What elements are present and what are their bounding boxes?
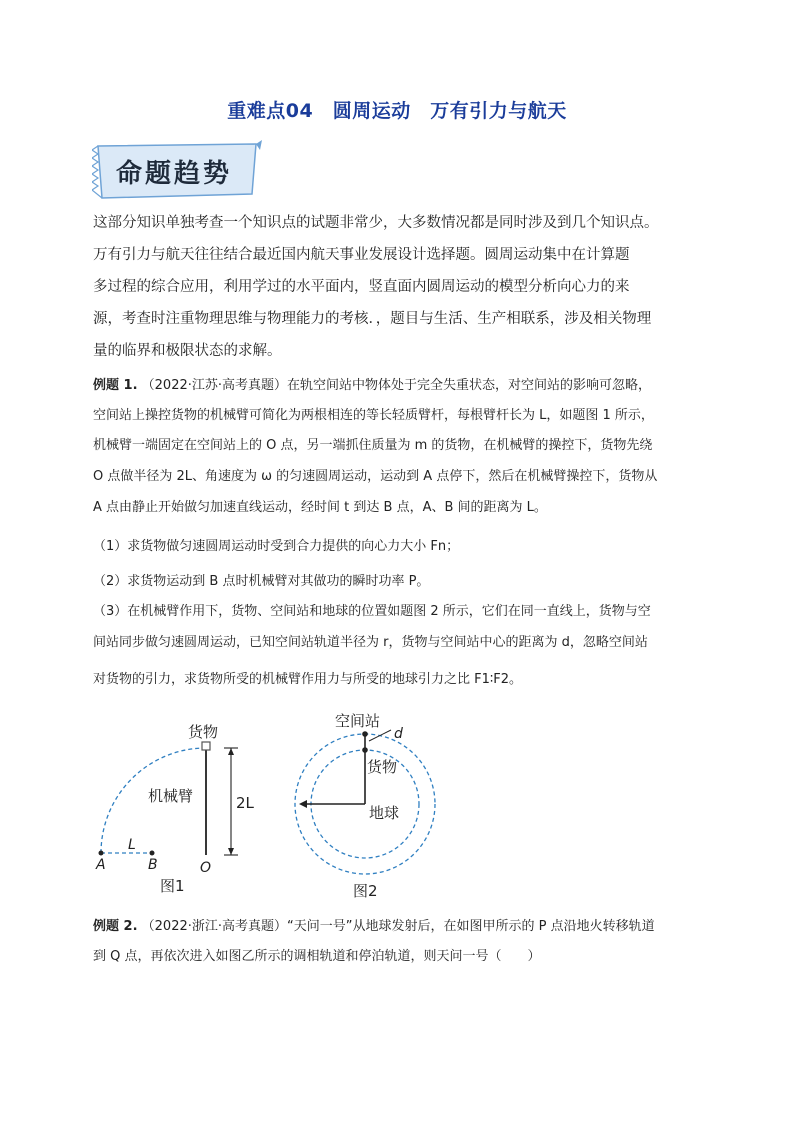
label-a: A — [96, 857, 106, 873]
example1-line-1: 例题 1. （2022·江苏·高考真题）在轨空间站中物体处于完全失重状态，对空间站的影响可忽略， — [93, 378, 652, 393]
d-pointer — [369, 730, 391, 741]
example1-line-3: 机械臂一端固定在空间站上的 O 点，另一端抓住质量为 m 的货物，在机械臂的操控下，货物先绕 — [93, 438, 653, 453]
intro-line-3: 多过程的综合应用，利用学过的水平面内，竖直面内圆周运动的模型分析向心力的来 — [93, 279, 630, 295]
radius-arrow-head — [299, 800, 307, 808]
label-cargo: 货物 — [367, 758, 398, 776]
example1-question-3-line-3: 对货物的引力，求货物所受的机械臂作用力与所受的地球引力之比 F1∶F2。 — [93, 672, 523, 687]
figure-1-robot-arm — [90, 715, 270, 905]
label-o: O — [200, 860, 212, 876]
dimension-arrow-top — [228, 748, 234, 755]
banner-corner-deco — [256, 140, 262, 150]
example1-line-2: 空间站上操控货物的机械臂可简化为两根相连的等长轻质臂杆，每根臂杆长为 L，如题图 1 所示， — [93, 408, 654, 423]
intro-line-5: 量的临界和极限状态的求解。 — [93, 343, 282, 359]
example1-question-1: （1）求货物做匀速圆周运动时受到合力提供的向心力大小 Fn； — [93, 539, 460, 554]
example1-line-5: A 点由静止开始做匀加速直线运动，经时间 t 到达 B 点，A、B 间的距离为 L。 — [93, 500, 547, 515]
example1-line-4: O 点做半径为 2L、角速度为 ω 的匀速圆周运动，运动到 A 点停下，然后在机械臂操控下，货物从 — [93, 469, 658, 484]
figure-2-orbit — [285, 708, 455, 908]
example2-label: 例题 2. — [93, 919, 138, 934]
point-a — [99, 851, 104, 856]
point-b — [150, 851, 155, 856]
label-earth: 地球 — [369, 804, 400, 822]
label-l: L — [128, 837, 136, 853]
cargo-box — [202, 742, 210, 750]
intro-line-2: 万有引力与航天往往结合最近国内航天事业发展设计选择题。圆周运动集中在计算题 — [93, 247, 630, 263]
intro-line-4: 源，考查时注重物理思维与物理能力的考核．，题目与生活、生产相联系，涉及相关物理 — [93, 311, 652, 327]
label-arm: 机械臂 — [148, 787, 194, 805]
example1-question-3-line-1: （3）在机械臂作用下，货物、空间站和地球的位置如题图 2 所示，它们在同一直线上，货物与空 — [93, 604, 651, 619]
label-cargo: 货物 — [188, 723, 219, 741]
label-2l: 2L — [236, 794, 254, 812]
station-dot — [362, 731, 368, 737]
example2-line-1: 例题 2. （2022·浙江·高考真题）“天问一号”从地球发射后，在如图甲所示的 P 点沿地火转移轨道 — [93, 919, 655, 934]
label-b: B — [148, 857, 158, 873]
intro-line-1: 这部分知识单独考查一个知识点的试题非常少，大多数情况都是同时涉及到几个知识点。 — [93, 215, 659, 231]
example1-question-3-line-2: 间站同步做匀速圆周运动，已知空间站轨道半径为 r，货物与空间站中心的距离为 d，忽略空间站 — [93, 635, 648, 650]
figure-1-caption: 图1 — [160, 877, 185, 895]
example1-label: 例题 1. — [93, 378, 138, 393]
banner-label: 命题趋势 — [116, 159, 233, 189]
example2-line-2: 到 Q 点，再依次进入如图乙所示的调相轨道和停泊轨道，则天问一号（ ） — [93, 949, 541, 964]
page-title: 重难点04 圆周运动 万有引力与航天 — [227, 100, 567, 122]
example1-question-2: （2）求货物运动到 B 点时机械臂对其做功的瞬时功率 P。 — [93, 574, 430, 589]
label-d: d — [394, 726, 403, 742]
cargo-dot — [362, 747, 368, 753]
dimension-arrow-bottom — [228, 848, 234, 855]
figure-2-caption: 图2 — [353, 882, 378, 900]
label-station: 空间站 — [335, 712, 381, 730]
